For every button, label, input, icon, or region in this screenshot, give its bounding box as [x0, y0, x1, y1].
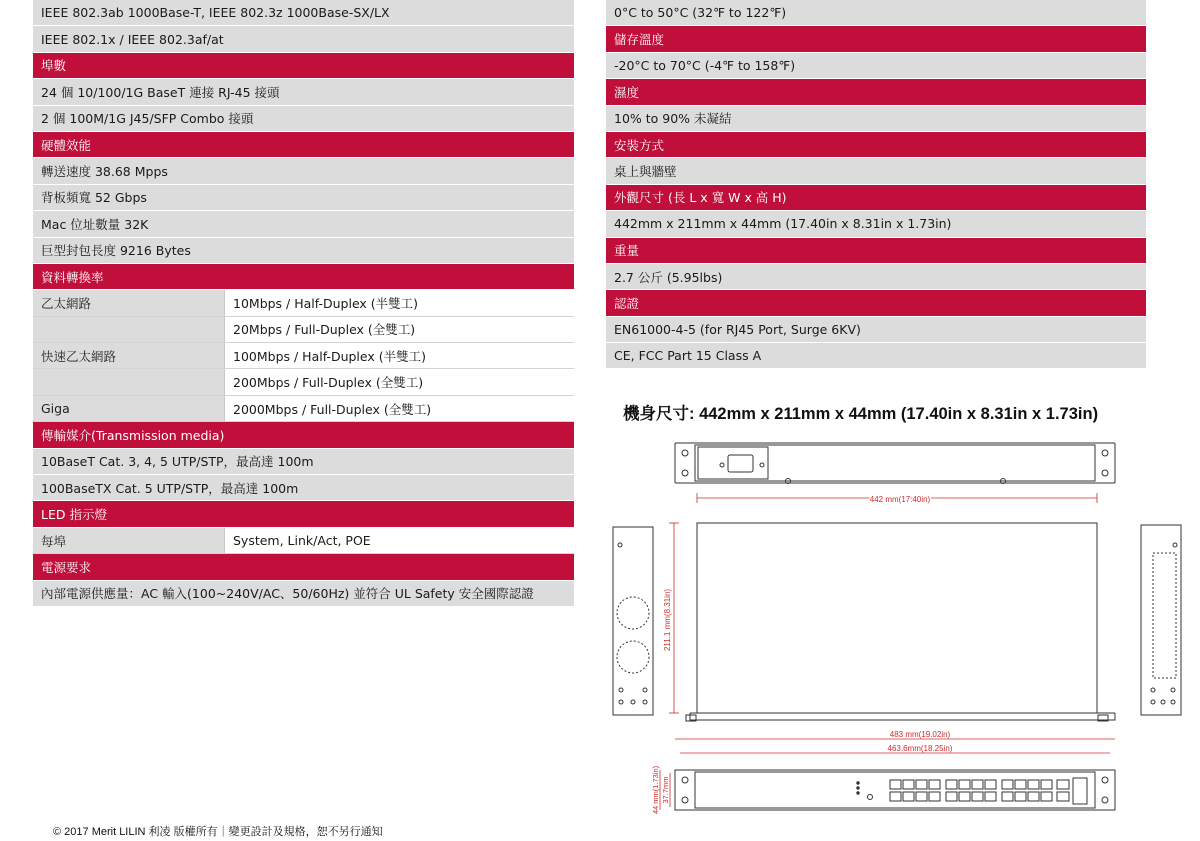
spec-row: IEEE 802.1x / IEEE 802.3af/at — [33, 26, 574, 52]
rj45-port — [929, 792, 940, 801]
spec-subrow — [33, 290, 574, 316]
spec-value: 100Mbps / Half-Duplex (半雙工) — [233, 348, 426, 364]
spec-subrow — [33, 369, 574, 395]
spec-value: 200Mbps / Full-Duplex (全雙工) — [233, 375, 424, 391]
rj45-port — [946, 792, 957, 801]
top-width-dimension — [697, 493, 1097, 504]
height-37-label: 37.7mm — [661, 776, 670, 804]
spec-row: 10BaseT Cat. 3, 4, 5 UTP/STP，最高達 100m — [33, 449, 574, 475]
spec-subrow — [33, 528, 574, 554]
rj45-port — [1028, 792, 1039, 801]
spec-row: 2.7 公斤 (5.95lbs) — [606, 264, 1146, 290]
rj45-port — [916, 792, 927, 801]
rj45-port — [1002, 792, 1013, 801]
rj45-port — [985, 792, 996, 801]
spec-row: 442mm x 211mm x 44mm (17.40in x 8.31in x 1.73in) — [606, 211, 1146, 237]
spec-row: EN61000-4-5 (for RJ45 Port, Surge 6KV) — [606, 317, 1146, 343]
section-header: 硬體效能 — [33, 132, 574, 158]
left-spec-table — [33, 0, 574, 607]
rj45-port — [946, 780, 957, 789]
section-header: 埠數 — [33, 53, 574, 79]
top-view — [686, 523, 1115, 721]
spec-value: System, Link/Act, POE — [233, 533, 371, 548]
dimensions-title: 機身尺寸: 442mm x 211mm x 44mm (17.40in x 8.31in x 1.73in) — [623, 405, 1099, 423]
rj45-port — [1002, 780, 1013, 789]
width-442-label: 442 mm(17.40in) — [869, 495, 931, 504]
right-side-view — [1141, 525, 1181, 715]
section-header: 儲存溫度 — [606, 26, 1146, 52]
rj45-port — [1041, 792, 1052, 801]
spec-row: 0°C to 50°C (32℉ to 122℉) — [606, 0, 1146, 26]
section-header: 認證 — [606, 290, 1146, 316]
section-header: 傳輸媒介(Transmission media) — [33, 422, 574, 448]
spec-label: 乙太網路 — [33, 290, 225, 315]
spec-row: 100BaseTX Cat. 5 UTP/STP，最高達 100m — [33, 475, 574, 501]
spec-row: IEEE 802.3ab 1000Base-T, IEEE 802.3z 1000Base-SX/LX — [33, 0, 574, 26]
rj45-port — [959, 792, 970, 801]
front-view — [675, 770, 1115, 810]
width-463-label: 463.6mm(18.25in) — [887, 744, 953, 753]
rj45-port — [1015, 792, 1026, 801]
section-header: 電源要求 — [33, 554, 574, 580]
spec-row: CE, FCC Part 15 Class A — [606, 343, 1146, 369]
dimension-drawing — [600, 435, 1190, 820]
depth-dimension — [663, 523, 679, 713]
rj45-port-grid — [890, 780, 1052, 801]
height-dimensions — [651, 765, 670, 814]
rj45-port — [1015, 780, 1026, 789]
spec-row: 轉送速度 38.68 Mpps — [33, 158, 574, 184]
spec-label: 快速乙太網路 — [33, 343, 225, 368]
spec-label — [33, 369, 225, 394]
spec-row: -20°C to 70°C (-4℉ to 158℉) — [606, 53, 1146, 79]
rear-view — [675, 443, 1115, 484]
rj45-port — [890, 792, 901, 801]
section-header: 安裝方式 — [606, 132, 1146, 158]
spec-subrow — [33, 343, 574, 369]
rj45-port — [903, 792, 914, 801]
spec-row: 內部電源供應量：AC 輸入(100~240V/AC、50/60Hz) 並符合 UL Safety 安全國際認證 — [33, 581, 574, 607]
spec-label: Giga — [33, 396, 225, 421]
spec-value: 20Mbps / Full-Duplex (全雙工) — [233, 322, 416, 338]
spec-row: 24 個 10/100/1G BaseT 連接 RJ-45 接頭 — [33, 79, 574, 105]
spec-subrow — [33, 396, 574, 422]
rj45-port — [1041, 780, 1052, 789]
section-header: 重量 — [606, 238, 1146, 264]
rj45-port — [985, 780, 996, 789]
section-header: 外觀尺寸 (長 L x 寬 W x 高 H) — [606, 185, 1146, 211]
rj45-port — [959, 780, 970, 789]
rj45-port — [972, 780, 983, 789]
rj45-port — [890, 780, 901, 789]
section-header: 資料轉換率 — [33, 264, 574, 290]
spec-value: 10Mbps / Half-Duplex (半雙工) — [233, 295, 419, 311]
depth-211-label: 211.1 mm(8.31in) — [663, 588, 672, 652]
spec-label: 每埠 — [33, 528, 225, 553]
spec-row: 巨型封包長度 9216 Bytes — [33, 238, 574, 264]
spec-row: 10% to 90% 未凝結 — [606, 106, 1146, 132]
spec-label — [33, 317, 225, 342]
spec-row: 桌上與牆壁 — [606, 158, 1146, 184]
front-width-dimensions — [675, 730, 1115, 753]
rj45-port — [916, 780, 927, 789]
rj45-port — [903, 780, 914, 789]
spec-row: 2 個 100M/1G J45/SFP Combo 接頭 — [33, 106, 574, 132]
left-side-view — [613, 527, 653, 715]
spec-row: Mac 位址數量 32K — [33, 211, 574, 237]
section-header: LED 指示燈 — [33, 501, 574, 527]
rj45-port — [972, 792, 983, 801]
right-spec-table — [606, 0, 1146, 369]
spec-subrow — [33, 317, 574, 343]
rj45-port — [1028, 780, 1039, 789]
height-44-label: 44 mm(1.73in) — [651, 765, 660, 815]
rj45-port — [929, 780, 940, 789]
spec-row: 背板頻寬 52 Gbps — [33, 185, 574, 211]
section-header: 濕度 — [606, 79, 1146, 105]
spec-value: 2000Mbps / Full-Duplex (全雙工) — [233, 401, 432, 417]
width-483-label: 483 mm(19.02in) — [889, 730, 951, 739]
footer-copyright: © 2017 Merit LILIN 利凌 版權所有｜變更設計及規格，恕不另行通知 — [53, 826, 383, 838]
